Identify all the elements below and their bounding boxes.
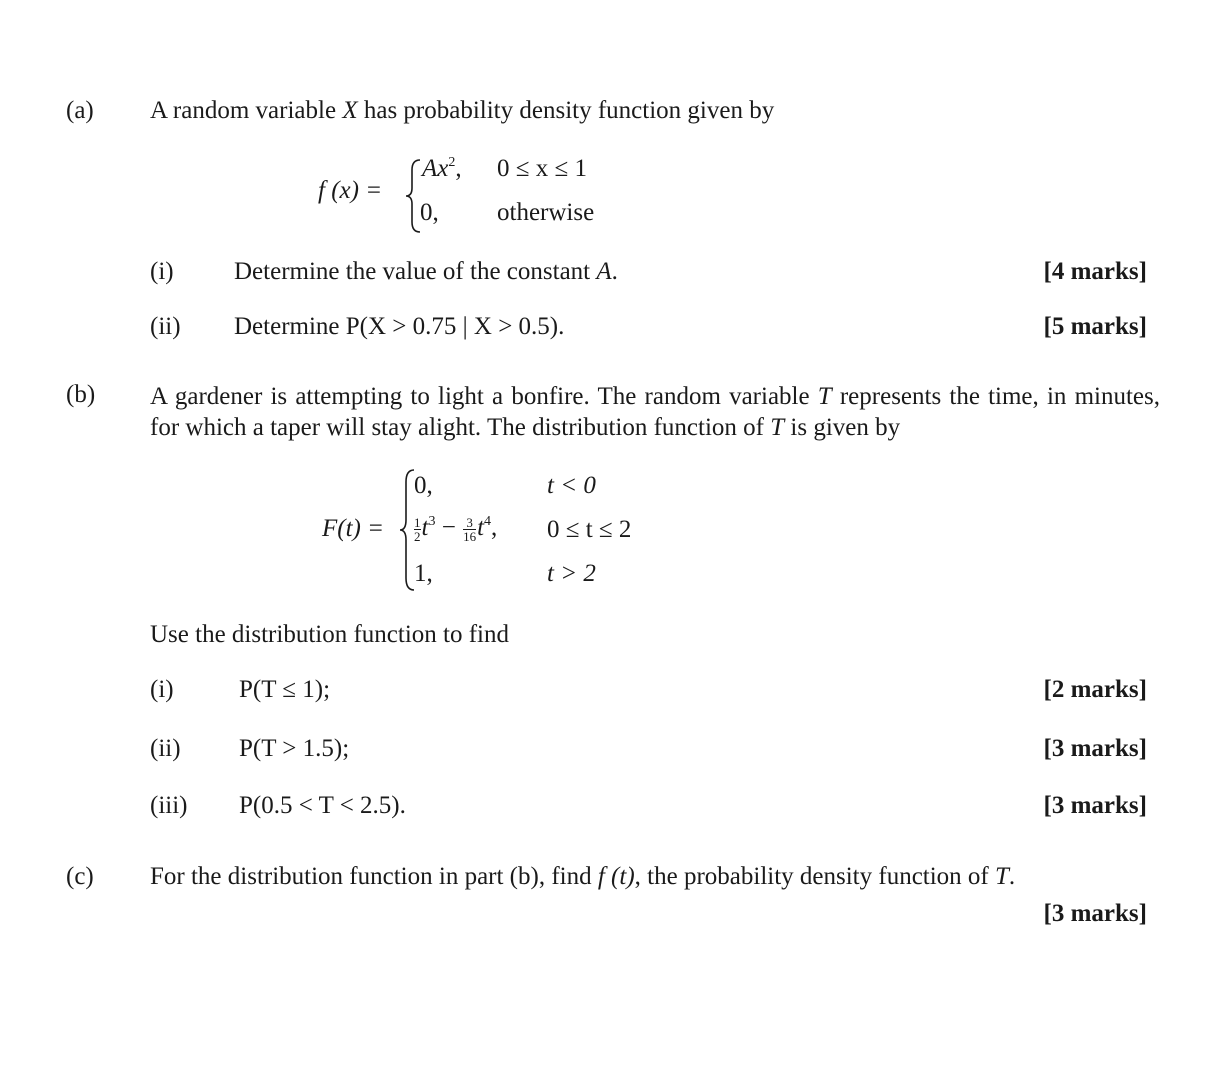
cdf-frac-1-num: 1 (414, 514, 421, 530)
part-a-i-text-2: . (611, 258, 618, 285)
part-b-iii-math: P(0.5 < T < 2.5). (239, 792, 406, 819)
pdf-lhs: f (x) = (318, 177, 383, 204)
part-b-intro-var: T (817, 383, 832, 410)
part-a-i-text (234, 258, 618, 286)
cdf-term-1-exp: 3 (428, 514, 436, 529)
pdf-case-2-expr: 0, (420, 199, 439, 226)
part-b-use-text: Use the distribution function to find (150, 621, 509, 648)
part-c-marks: [3 marks] (1043, 900, 1147, 927)
part-b-ii-math: P(T > 1.5); (239, 735, 350, 762)
cdf-frac-2-num: 3 (466, 514, 473, 530)
part-b-i-math: P(T ≤ 1); (239, 676, 331, 703)
part-b-intro (150, 381, 1160, 443)
part-a-intro (150, 97, 774, 125)
part-a-ii-text (234, 313, 564, 341)
part-c-text-1: For the distribution function in part (b), find (150, 863, 598, 890)
part-b-intro-text-2: represents the time, in minutes, for which a taper will stay alight. The distribution function of (150, 383, 1160, 441)
cdf-term-2-base: t (477, 514, 485, 541)
part-c-text-2: , the probability density function of (634, 863, 996, 890)
part-a-intro-text-1: A random variable (150, 97, 343, 124)
part-a-label: (a) (66, 97, 94, 124)
pdf-case-1-coef: Ax (422, 155, 449, 182)
part-a-ii-label: (ii) (150, 313, 181, 340)
part-b-i-label: (i) (150, 676, 174, 703)
pdf-case-1-expr (422, 155, 462, 183)
cdf-frac-1 (414, 516, 421, 543)
part-a-i-marks: [4 marks] (1043, 258, 1147, 285)
part-c-math: f (t) (597, 863, 635, 890)
pdf-case-1-exp: 2 (448, 155, 456, 170)
part-b-iii-label: (iii) (150, 792, 188, 819)
part-b-iii-marks: [3 marks] (1043, 792, 1147, 819)
part-a-ii-math: P(X > 0.75 | X > 0.5). (345, 313, 565, 340)
cdf-case-2-cond: 0 ≤ t ≤ 2 (547, 516, 632, 543)
part-a-intro-text-2: has probability density function given by (357, 97, 775, 124)
part-a-intro-var: X (342, 97, 358, 124)
pdf-case-1-comma: , (455, 155, 462, 182)
part-b-intro-text-1: A gardener is attempting to light a bonfire. The random variable (150, 383, 818, 410)
cdf-frac-1-den: 2 (414, 528, 421, 544)
part-b-i-marks: [2 marks] (1043, 676, 1147, 703)
cdf-case-1-expr: 0, (414, 472, 433, 499)
cdf-frac-2 (463, 516, 476, 543)
part-b-intro-text-3: is given by (784, 414, 901, 441)
part-a-i-var: A (596, 258, 612, 285)
cdf-term-1-base: t (421, 514, 429, 541)
cdf-case-2-expr (413, 514, 497, 543)
part-a-ii-marks: [5 marks] (1043, 313, 1147, 340)
part-c-label: (c) (66, 863, 94, 890)
cdf-minus: − (441, 514, 456, 541)
part-b-intro-var-2: T (770, 414, 785, 441)
cdf-case-2-comma: , (491, 514, 498, 541)
part-c-text (150, 863, 1015, 891)
cdf-case-3-expr: 1, (414, 560, 433, 587)
cdf-term-2-exp: 4 (484, 514, 492, 529)
pdf-case-1-cond: 0 ≤ x ≤ 1 (497, 155, 587, 182)
part-b-ii-marks: [3 marks] (1043, 735, 1147, 762)
cdf-case-3-cond: t > 2 (547, 560, 596, 587)
part-a-i-text-1: Determine the value of the constant (234, 258, 597, 285)
part-c-text-3: . (1008, 863, 1016, 890)
cdf-lhs: F(t) = (322, 515, 384, 542)
part-a-ii-text-1: Determine (234, 313, 346, 340)
cdf-case-1-cond: t < 0 (547, 472, 596, 499)
pdf-case-2-cond: otherwise (497, 199, 595, 226)
cdf-frac-2-den: 16 (463, 528, 477, 544)
part-b-label: (b) (66, 381, 96, 408)
part-b-ii-label: (ii) (150, 735, 181, 762)
part-c-var: T (995, 863, 1009, 890)
part-a-i-label: (i) (150, 258, 174, 285)
